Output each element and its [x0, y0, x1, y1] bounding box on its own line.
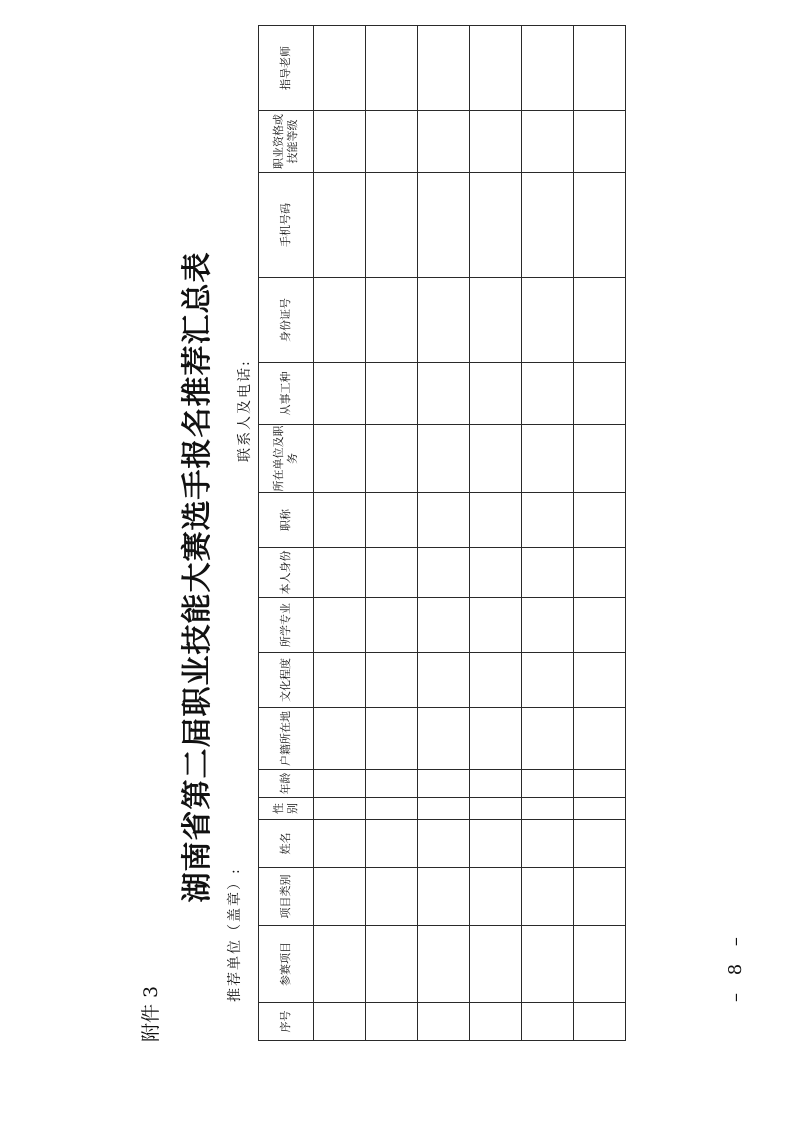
header-cell: 姓名: [259, 820, 314, 868]
table-cell: [470, 363, 522, 425]
header-cell: 本人身份: [259, 548, 314, 598]
header-row: [259, 26, 314, 1041]
table-cell: [574, 820, 626, 868]
header-cell: 所学专业: [259, 598, 314, 653]
header-cell: 所在单位及职务: [259, 425, 314, 493]
table-cell: [418, 708, 470, 770]
table-cell: [314, 173, 366, 278]
table-cell: [366, 868, 418, 926]
table-cell: [522, 820, 574, 868]
table-cell: [314, 278, 366, 363]
table-cell: [366, 653, 418, 708]
table-cell: [522, 770, 574, 798]
table-cell: [314, 820, 366, 868]
header-cell: 职业资格或技能等级: [259, 111, 314, 173]
table-cell: [574, 598, 626, 653]
table-cell: [470, 770, 522, 798]
table-cell: [522, 26, 574, 111]
table-cell: [574, 26, 626, 111]
table-cell: [574, 1003, 626, 1041]
table-cell: [470, 926, 522, 1003]
header-cell: 性别: [259, 798, 314, 820]
table-cell: [418, 653, 470, 708]
table-cell: [574, 493, 626, 548]
table-cell: [574, 708, 626, 770]
table-cell: [522, 926, 574, 1003]
header-cell: 年龄: [259, 770, 314, 798]
table-cell: [522, 173, 574, 278]
table-row: [470, 26, 522, 1041]
table-cell: [418, 548, 470, 598]
table-cell: [470, 798, 522, 820]
table-cell: [418, 820, 470, 868]
table-cell: [470, 1003, 522, 1041]
table-cell: [574, 798, 626, 820]
table-cell: [574, 548, 626, 598]
table-cell: [366, 425, 418, 493]
table-cell: [418, 770, 470, 798]
table-cell: [522, 363, 574, 425]
table-cell: [418, 173, 470, 278]
table-cell: [470, 111, 522, 173]
table-cell: [314, 798, 366, 820]
header-cell: 从事工种: [259, 363, 314, 425]
table-cell: [366, 173, 418, 278]
table-cell: [366, 598, 418, 653]
table-cell: [366, 770, 418, 798]
table-cell: [314, 708, 366, 770]
table-cell: [470, 278, 522, 363]
table-cell: [418, 363, 470, 425]
table-cell: [470, 820, 522, 868]
header-cell: 项目类别: [259, 868, 314, 926]
table-cell: [574, 770, 626, 798]
table-row: [418, 26, 470, 1041]
table-cell: [470, 173, 522, 278]
table-cell: [418, 598, 470, 653]
contact-label: 联系人及电话:: [237, 359, 253, 462]
table-cell: [366, 493, 418, 548]
table-cell: [470, 708, 522, 770]
table-cell: [522, 111, 574, 173]
table-row: [574, 26, 626, 1041]
table-cell: [470, 598, 522, 653]
table-cell: [366, 926, 418, 1003]
table-cell: [314, 653, 366, 708]
table-cell: [522, 868, 574, 926]
table-cell: [314, 926, 366, 1003]
table-cell: [314, 868, 366, 926]
header-cell: 手机号码: [259, 173, 314, 278]
table-cell: [418, 798, 470, 820]
table-cell: [366, 363, 418, 425]
table-cell: [366, 278, 418, 363]
table-cell: [522, 653, 574, 708]
page-number: – 8 –: [725, 931, 746, 1002]
header-cell: 文化程度: [259, 653, 314, 708]
table-row: [522, 26, 574, 1041]
table-cell: [418, 425, 470, 493]
table-cell: [366, 708, 418, 770]
table-cell: [314, 770, 366, 798]
table-cell: [574, 111, 626, 173]
table-cell: [470, 26, 522, 111]
table-cell: [366, 26, 418, 111]
table-cell: [522, 1003, 574, 1041]
header-cell: 参赛项目: [259, 926, 314, 1003]
table-cell: [522, 425, 574, 493]
header-cell: 指导老师: [259, 26, 314, 111]
table-cell: [418, 493, 470, 548]
header-cell: 户籍所在地: [259, 708, 314, 770]
header-cell: 职称: [259, 493, 314, 548]
table-cell: [574, 425, 626, 493]
table-cell: [314, 493, 366, 548]
table-cell: [366, 111, 418, 173]
form-title: 湖南省第二届职业技能大赛选手报名推荐汇总表: [180, 251, 215, 903]
table-body: [314, 26, 626, 1041]
recommend-unit-label: 推荐单位（盖章）:: [227, 867, 243, 1002]
table-cell: [574, 868, 626, 926]
header-cell: 身份证号: [259, 278, 314, 363]
table-cell: [470, 425, 522, 493]
table-cell: [418, 26, 470, 111]
registration-table: [258, 25, 626, 1041]
table-cell: [522, 548, 574, 598]
table-cell: [418, 868, 470, 926]
table-cell: [418, 111, 470, 173]
table-cell: [574, 926, 626, 1003]
table-cell: [522, 278, 574, 363]
table-cell: [574, 173, 626, 278]
table-cell: [418, 926, 470, 1003]
table-cell: [522, 598, 574, 653]
table-cell: [314, 26, 366, 111]
table-cell: [418, 1003, 470, 1041]
table-cell: [314, 363, 366, 425]
table-cell: [470, 653, 522, 708]
table-cell: [366, 548, 418, 598]
table-cell: [522, 493, 574, 548]
table-cell: [314, 598, 366, 653]
table-cell: [366, 798, 418, 820]
table-cell: [522, 798, 574, 820]
table-cell: [366, 1003, 418, 1041]
table-cell: [314, 111, 366, 173]
table-cell: [574, 363, 626, 425]
table-cell: [470, 548, 522, 598]
table-cell: [366, 820, 418, 868]
table-cell: [470, 868, 522, 926]
header-cell: 序号: [259, 1003, 314, 1041]
table-row: [314, 26, 366, 1041]
table-cell: [314, 425, 366, 493]
table-cell: [574, 653, 626, 708]
table-cell: [418, 278, 470, 363]
table-cell: [470, 493, 522, 548]
table-cell: [314, 1003, 366, 1041]
table-row: [366, 26, 418, 1041]
attachment-label: 附件 3: [140, 985, 162, 1042]
table-cell: [314, 548, 366, 598]
table-cell: [574, 278, 626, 363]
table-cell: [522, 708, 574, 770]
